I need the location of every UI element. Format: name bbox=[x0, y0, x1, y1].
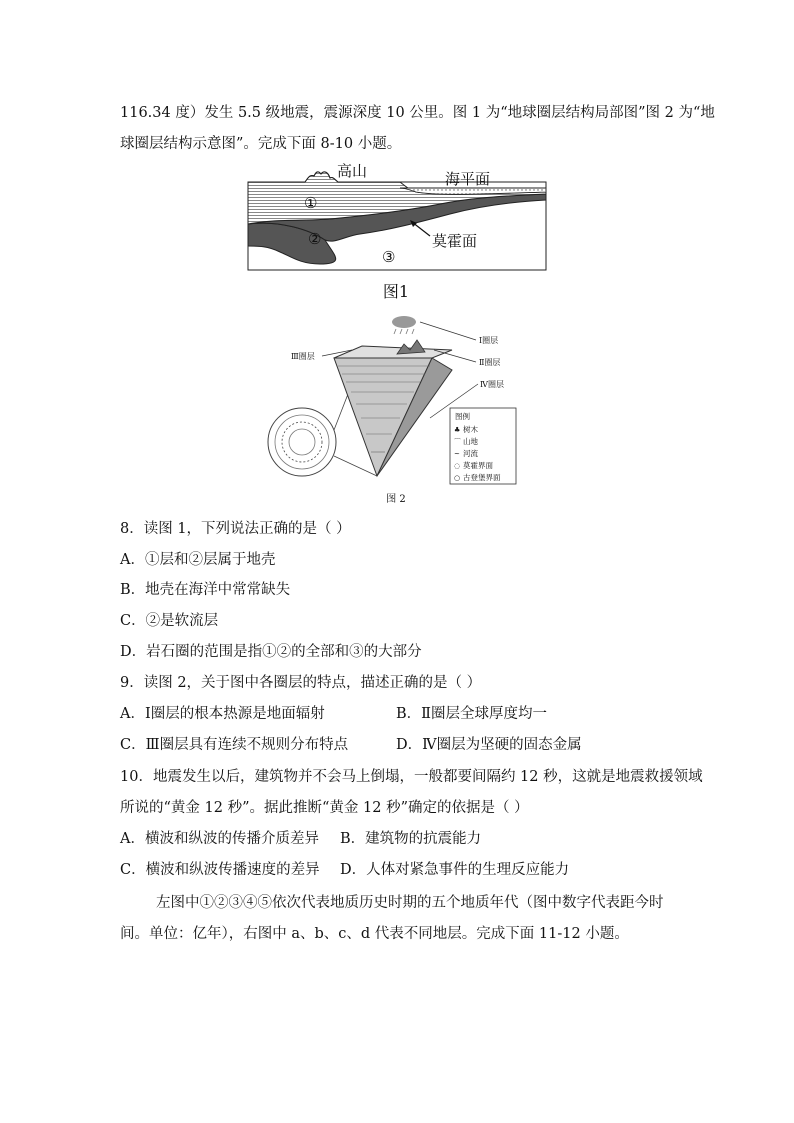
q9-option-a: A．Ⅰ圈层的根本热源是地面辐射 bbox=[120, 706, 325, 722]
q10-stem-line-1: 10．地震发生以后，建筑物并不会马上倒塌，一般都要间隔约 12 秒，这就是地震救援领域 bbox=[120, 769, 703, 785]
label-mountain: 高山 bbox=[337, 162, 368, 180]
label-layer-III: Ⅲ圈层 bbox=[291, 352, 315, 361]
q8-option-b: B．地壳在海洋中常常缺失 bbox=[120, 582, 291, 598]
legend-title: 图例 bbox=[455, 412, 470, 421]
intro-line-1: 116.34 度）发生 5.5 级地震，震源深度 10 公里。图 1 为“地球圈层结构局部图”图 2 为“地 bbox=[120, 105, 715, 121]
legend-item-gutenberg-icon: ○ bbox=[454, 474, 461, 482]
q8-option-a: A．①层和②层属于地壳 bbox=[120, 552, 276, 568]
label-sea: 海平面 bbox=[445, 170, 491, 188]
legend-item-river: 河流 bbox=[463, 449, 478, 458]
q9-option-b: B．Ⅱ圈层全球厚度均一 bbox=[396, 706, 548, 722]
label-layer-I: Ⅰ圈层 bbox=[479, 336, 499, 345]
q10-option-c: C．横波和纵波传播速度的差异 bbox=[120, 862, 320, 878]
q9-option-d: D．Ⅳ圈层为坚硬的固态金属 bbox=[396, 737, 582, 753]
label-moho: 莫霍面 bbox=[432, 232, 478, 250]
figure-1-caption: 图1 bbox=[382, 282, 410, 301]
legend-item-river-icon: ~ bbox=[454, 450, 460, 458]
legend-item-gutenberg: 古登堡界面 bbox=[463, 473, 501, 482]
q10-option-a: A．横波和纵波的传播介质差异 bbox=[120, 831, 319, 847]
figure-2 bbox=[262, 310, 522, 490]
label-layer-IV: Ⅳ圈层 bbox=[480, 380, 504, 389]
q9-stem: 9．读图 2，关于图中各圈层的特点，描述正确的是（ ） bbox=[120, 675, 482, 691]
legend-item-tree-icon: ♣ bbox=[454, 426, 461, 434]
outro-line-1: 左图中①②③④⑤依次代表地质历史时期的五个地质年代（图中数字代表距今时 bbox=[156, 895, 664, 911]
q9-option-c: C．Ⅲ圈层具有连续不规则分布特点 bbox=[120, 737, 349, 753]
label-layer-2: ② bbox=[308, 230, 322, 248]
cloud bbox=[392, 316, 416, 328]
q8-stem: 8．读图 1，下列说法正确的是（ ） bbox=[120, 521, 351, 537]
legend-item-moho-icon: ◌ bbox=[454, 462, 461, 470]
q8-option-c: C．②是软流层 bbox=[120, 613, 219, 629]
legend-item-mountain: 山地 bbox=[463, 437, 478, 446]
label-layer-II: Ⅱ圈层 bbox=[479, 358, 501, 367]
mountains bbox=[397, 340, 425, 354]
q10-option-d: D．人体对紧急事件的生理反应能力 bbox=[340, 862, 570, 878]
wedge-top bbox=[334, 346, 452, 358]
legend-item-mountain-icon: ⌒ bbox=[454, 438, 461, 446]
figure-1 bbox=[240, 160, 550, 272]
label-layer-1: ① bbox=[304, 194, 318, 212]
q10-stem-line-2: 所说的“黄金 12 秒”。据此推断“黄金 12 秒”确定的依据是（ ） bbox=[120, 800, 529, 816]
q10-option-b: B．建筑物的抗震能力 bbox=[340, 831, 482, 847]
intro-line-2: 球圈层结构示意图”。完成下面 8-10 小题。 bbox=[120, 136, 402, 152]
q8-option-d: D．岩石圈的范围是指①②的全部和③的大部分 bbox=[120, 644, 422, 660]
legend-item-tree: 树木 bbox=[463, 425, 478, 434]
label-layer-3: ③ bbox=[382, 248, 396, 266]
outro-line-2: 间。单位：亿年），右图中 a、b、c、d 代表不同地层。完成下面 11-12 小题。 bbox=[120, 926, 629, 942]
legend-item-moho: 莫霍界面 bbox=[463, 461, 493, 470]
figure-2-caption: 图 2 bbox=[386, 494, 406, 505]
